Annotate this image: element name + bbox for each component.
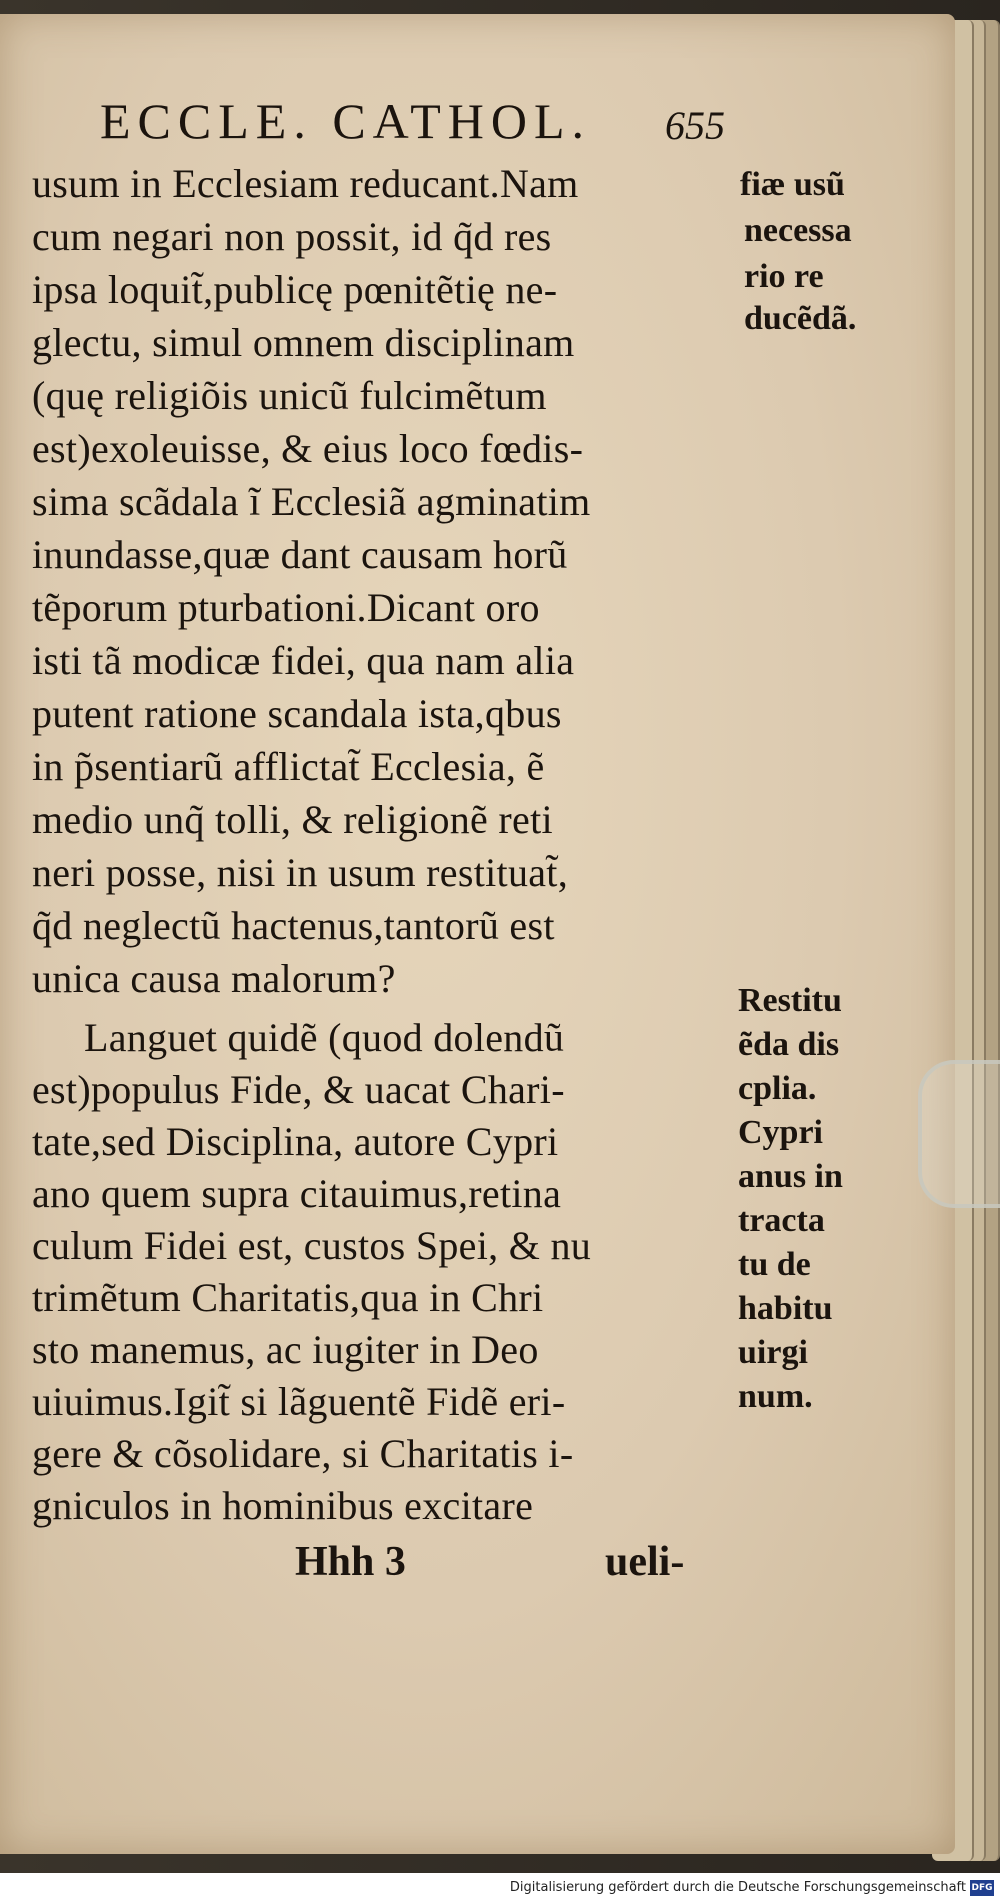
- page-clip: [918, 1060, 1000, 1208]
- footer-credit: Digitalisierung gefördert durch die Deutsche Forschungsgemeinschaft: [509, 1880, 966, 1895]
- margin-note: cplia.: [738, 1070, 817, 1107]
- body-line: Languet quidẽ (quod dolendũ: [84, 1015, 565, 1060]
- body-line: sima scãdala ĩ Ecclesiã agminatim: [32, 479, 591, 524]
- margin-note: tu de: [738, 1246, 811, 1283]
- signature-mark: Hhh 3: [295, 1539, 406, 1585]
- margin-note: necessa: [744, 212, 852, 249]
- body-line: unica causa malorum?: [32, 956, 396, 1001]
- body-line: glectu, simul omnem disciplinam: [32, 320, 575, 365]
- body-line: culum Fidei est, custos Spei, & nu: [32, 1223, 592, 1268]
- margin-note: fiæ usũ: [740, 166, 845, 203]
- body-line: tate,sed Disciplina, autore Cypri: [32, 1119, 559, 1164]
- body-line: tẽporum pturbationi.Dicant oro: [32, 585, 540, 630]
- body-line: est)exoleuisse, & eius loco fœdis-: [32, 426, 584, 471]
- body-line: gere & cõsolidare, si Charitatis i-: [32, 1431, 574, 1476]
- margin-note: uirgi: [738, 1334, 808, 1371]
- running-head: ECCLE. CATHOL.: [100, 93, 592, 149]
- body-line: inundasse,quæ dant causam horũ: [32, 532, 568, 577]
- body-line: (quę religiõis unicũ fulcimẽtum: [32, 373, 547, 418]
- page-number: 655: [665, 103, 725, 148]
- footer-bar: [0, 1873, 1000, 1901]
- body-line: est)populus Fide, & uacat Chari-: [32, 1067, 565, 1112]
- body-line: ano quem supra citauimus,retina: [32, 1171, 562, 1216]
- margin-note: rio re: [744, 258, 824, 295]
- margin-note: num.: [738, 1378, 813, 1415]
- catchword: ueli-: [605, 1539, 685, 1585]
- body-line: neri posse, nisi in usum restituat̃,: [32, 850, 569, 895]
- body-line: usum in Ecclesiam reducant.Nam: [32, 161, 579, 206]
- body-line: q̃d neglectũ hactenus,tantorũ est: [32, 903, 555, 948]
- body-line: cum negari non possit, id q̃d res: [32, 214, 552, 259]
- margin-note: tracta: [738, 1202, 825, 1239]
- body-line: medio unq̃ tolli, & religionẽ reti: [32, 797, 553, 842]
- body-line: putent ratione scandala ista,qbus: [32, 691, 562, 736]
- margin-note: Cypri: [738, 1114, 823, 1151]
- margin-note: habitu: [738, 1290, 833, 1327]
- body-line: sto manemus, ac iugiter in Deo: [32, 1327, 539, 1372]
- body-line: in p̃sentiarũ afflictat̃ Ecclesia, ẽ: [32, 744, 545, 789]
- body-line: uiuimus.Igit̃ si lãguentẽ Fidẽ eri-: [32, 1379, 566, 1424]
- dfg-logo-icon: DFG: [970, 1880, 994, 1896]
- body-line: trimẽtum Charitatis,qua in Chri: [32, 1275, 544, 1320]
- body-line: ipsa loquit̃,publicę pœnitẽtię ne-: [32, 267, 558, 312]
- body-line: gniculos in hominibus excitare: [32, 1483, 534, 1528]
- margin-note: ẽda dis: [738, 1026, 840, 1063]
- margin-note: anus in: [738, 1158, 843, 1195]
- margin-note: Restitu: [738, 982, 842, 1019]
- margin-note: ducẽdã.: [744, 300, 857, 337]
- body-line: isti tã modicæ fidei, qua nam alia: [32, 638, 575, 683]
